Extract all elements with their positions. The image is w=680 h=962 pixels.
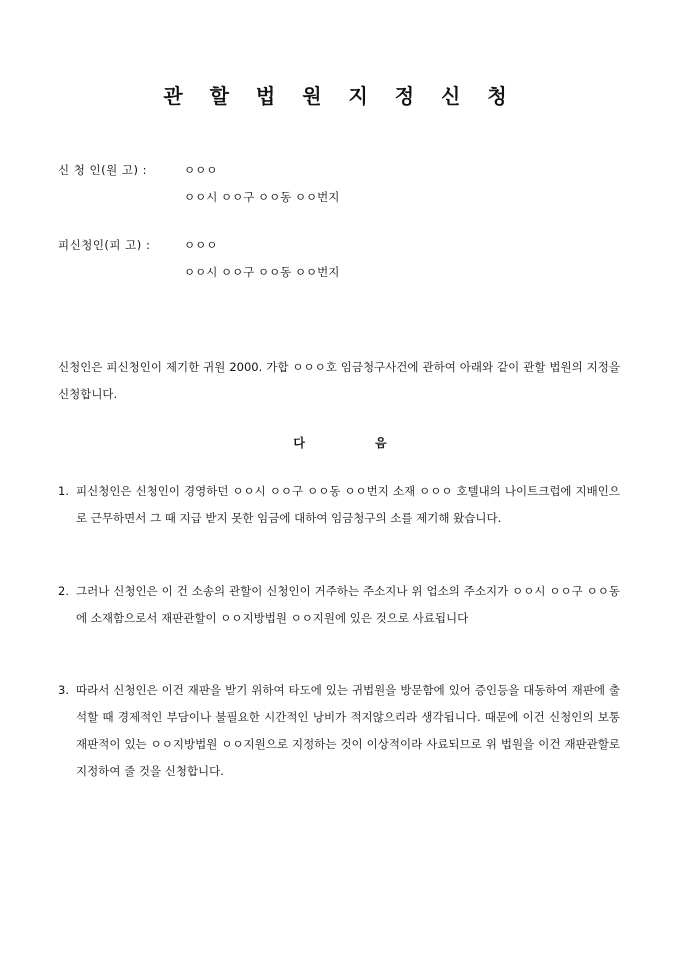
document-title: 관 할 법 원 지 정 신 청 (163, 84, 517, 108)
intro-paragraph: 신청인은 피신청인이 제기한 귀원 2000. 가합 ㅇㅇㅇ호 임금청구사건에 관하여 아래와 같이 관할 법원의 지정을 신청합니다. (58, 360, 620, 401)
item-text: 따라서 신청인은 이건 재판을 받기 위하여 타도에 있는 귀법원을 방문함에 있어 증인등을 대동하여 재판에 출석할 때 경제적인 부담이나 불필요한 시간적인 낭비가 적지않으리라 생각됩니다. 때문에 이건 신청인의 보통재판적이 있는 ㅇㅇ지방법원 ㅇㅇ지원으로 지정하는 것이 이상적이라 사료되므로 위 법원을 이건 재판관할로 지정하여 줄 것을 신청합니다. (76, 683, 620, 778)
item-number: 1. (58, 484, 69, 498)
item-text: 피신청인은 신청인이 경영하던 ㅇㅇ시 ㅇㅇ구 ㅇㅇ동 ㅇㅇ번지 소재 ㅇㅇㅇ 호텔내의 나이트크럽에 지배인으로 근무하면서 그 때 지급 받지 못한 임금에 대하여 임금청구의 소를 제기해 왔습니다. (76, 484, 620, 525)
applicant-name: ㅇㅇㅇ (184, 163, 218, 177)
item-text: 그러나 신청인은 이 건 소송의 관할이 신청인이 거주하는 주소지나 위 업소의 주소지가 ㅇㅇ시 ㅇㅇ구 ㅇㅇ동에 소재함으로서 재판관할이 ㅇㅇ지방법원 ㅇㅇ지원에 있은 것으로 사료됩니다 (76, 584, 620, 625)
section-heading (0, 434, 680, 451)
applicant-address: ㅇㅇ시 ㅇㅇ구 ㅇㅇ동 ㅇㅇ번지 (184, 190, 340, 204)
heading-right: 음 (375, 436, 387, 450)
respondent-name: ㅇㅇㅇ (184, 238, 218, 252)
respondent-address: ㅇㅇ시 ㅇㅇ구 ㅇㅇ동 ㅇㅇ번지 (184, 265, 340, 279)
applicant-label: 신 청 인(원 고) : (58, 163, 148, 177)
list-item (58, 478, 620, 532)
item-number: 3. (58, 683, 69, 697)
list-item (58, 578, 620, 632)
respondent-label: 피신청인(피 고) : (58, 238, 151, 252)
item-number: 2. (58, 584, 69, 598)
list-item (58, 677, 620, 785)
heading-left: 다 (293, 436, 305, 450)
